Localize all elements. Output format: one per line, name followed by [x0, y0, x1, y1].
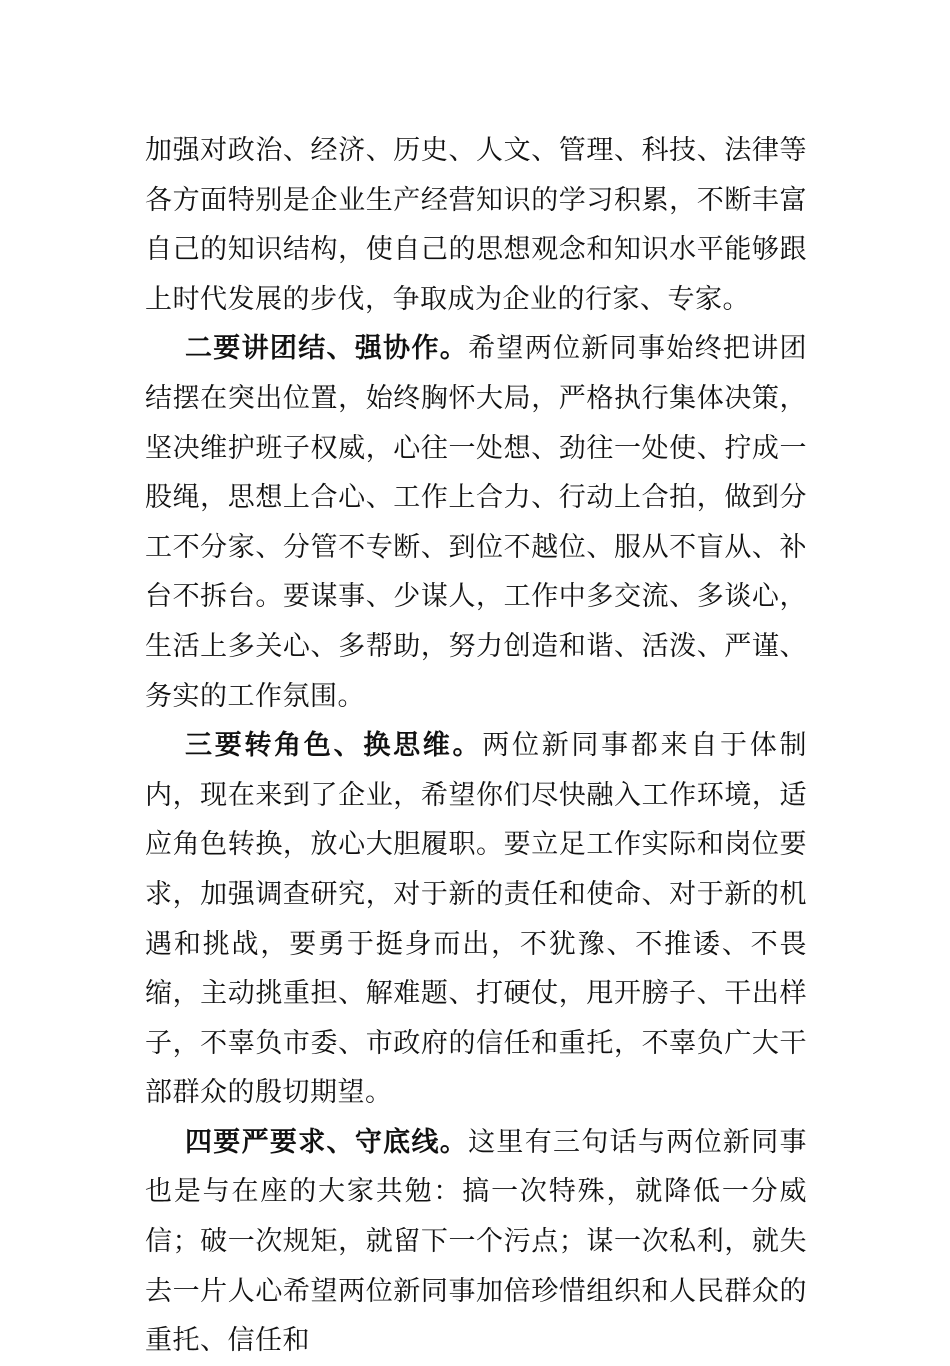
paragraph-3 [145, 721, 807, 1118]
paragraph-4-text: 这里有三句话与两位新同事也是与在座的大家共勉：搞一次特殊，就降低一分威信；破一次规矩，就留下一个污点；谋一次私利，就失去一片人心希望两位新同事加倍珍惜组织和人民群众的重托、信任和 [145, 1126, 808, 1357]
paragraph-4 [145, 1118, 807, 1366]
paragraph-2 [145, 324, 807, 721]
paragraph-1 [145, 126, 807, 324]
paragraph-3-lead: 三要转角色、换思维。 [185, 730, 483, 762]
paragraph-2-text: 希望两位新同事始终把讲团结摆在突出位置，始终胸怀大局，严格执行集体决策，坚决维护班子权威，心往一处想、劲往一处使、拧成一股绳，思想上合心、工作上合力、行动上合拍，做到分工不分家、分管不专断、到位不越位、服从不盲从、补台不拆台。要谋事、少谋人，工作中多交流、多谈心，生活上多关心、多帮助，努力创造和谐、活泼、严谨、务实的工作氛围。 [145, 333, 808, 712]
paragraph-1-text: 加强对政治、经济、历史、人文、管理、科技、法律等各方面特别是企业生产经营知识的学习积累，不断丰富自己的知识结构，使自己的思想观念和知识水平能够跟上时代发展的步伐，争取成为企业的行家、专家。 [145, 135, 807, 315]
paragraph-2-lead: 二要讲团结、强协作。 [185, 333, 469, 365]
paragraph-3-text: 两位新同事都来自于体制内，现在来到了企业，希望你们尽快融入工作环境，适应角色转换，放心大胆履职。要立足工作实际和岗位要求，加强调查研究，对于新的责任和使命、对于新的机遇和挑战，要勇于挺身而出，不犹豫、不推诿、不畏缩，主动挑重担、解难题、打硬仗，甩开膀子、干出样子，不辜负市委、市政府的信任和重托，不辜负广大干部群众的殷切期望。 [145, 730, 807, 1109]
paragraph-4-lead: 四要严要求、守底线。 [185, 1126, 469, 1158]
document-body [145, 126, 807, 1366]
